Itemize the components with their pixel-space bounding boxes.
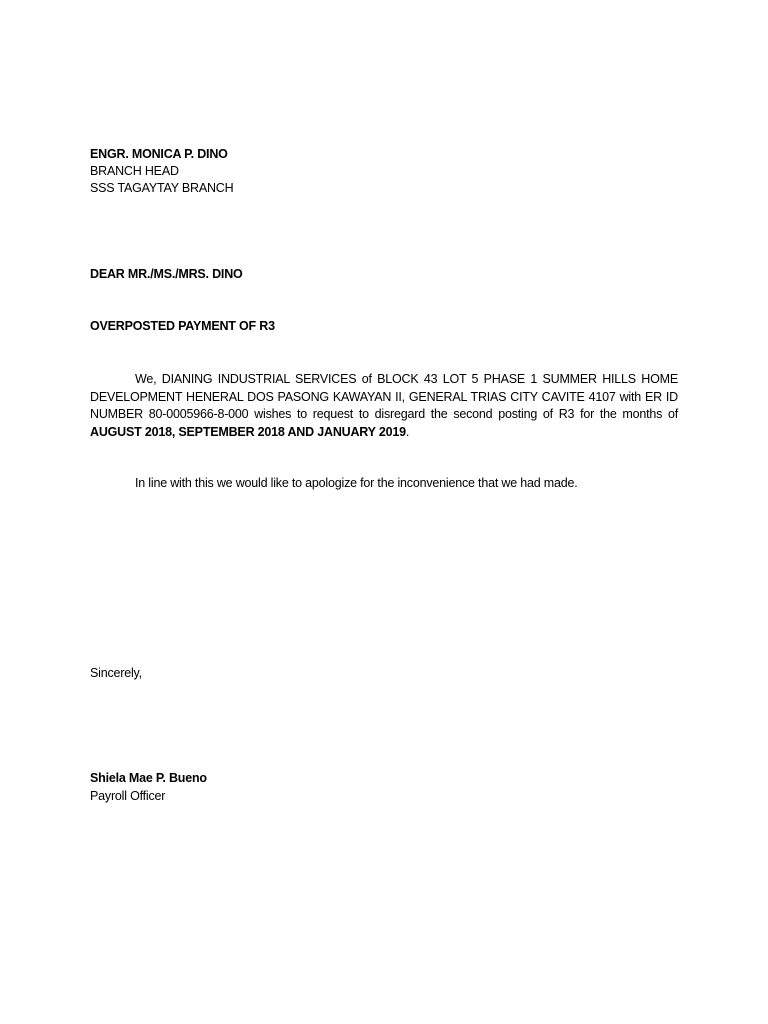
body-paragraph-1 xyxy=(90,371,678,441)
body-paragraph-1-text: We, DIANING INDUSTRIAL SERVICES of BLOCK 43 LOT 5 PHASE 1 SUMMER HILLS HOME DEVELOPMENT HENERAL DOS PASONG KAWAYAN II, GENERAL TRIAS CITY CAVITE 4107 with ER ID NUMBER 80-0005966-8-000 wishes to request to disregard the second posting of R3 for the months of xyxy=(90,372,678,421)
body-paragraph-1-end: . xyxy=(405,424,410,439)
recipient-office: SSS TAGAYTAY BRANCH xyxy=(90,181,234,195)
closing: Sincerely, xyxy=(90,666,142,680)
signatory-title: Payroll Officer xyxy=(90,789,166,803)
body-paragraph-1-months: AUGUST 2018, SEPTEMBER 2018 AND JANUARY 2019 xyxy=(90,424,406,439)
signatory-name: Shiela Mae P. Bueno xyxy=(90,771,207,785)
body-paragraph-2: In line with this we would like to apologize for the inconvenience that we had made. xyxy=(135,476,578,490)
subject-line: OVERPOSTED PAYMENT OF R3 xyxy=(90,319,275,333)
recipient-position: BRANCH HEAD xyxy=(90,164,179,178)
salutation: DEAR MR./MS./MRS. DINO xyxy=(90,267,243,281)
recipient-name: ENGR. MONICA P. DINO xyxy=(90,147,228,161)
